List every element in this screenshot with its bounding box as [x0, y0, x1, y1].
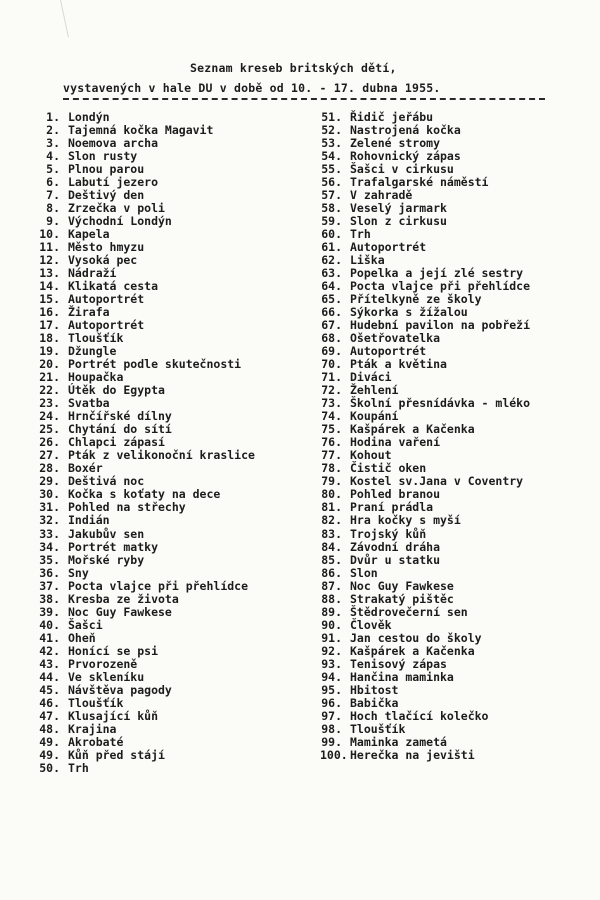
drawing-number: 63. [321, 266, 342, 281]
drawing-title: Hodina vaření [350, 435, 441, 450]
drawing-title: Babička [350, 695, 399, 710]
drawing-number: 57. [321, 188, 342, 203]
drawing-number: 90. [321, 617, 342, 632]
drawing-number: 96. [321, 695, 342, 710]
drawing-title: Džungle [68, 344, 117, 359]
drawing-title: Praní prádla [350, 500, 434, 515]
drawing-title: Autoportrét [68, 318, 145, 333]
drawing-title: Deštivý den [68, 188, 145, 203]
drawing-list-item [38, 749, 255, 762]
drawing-number: 73. [321, 396, 342, 411]
drawing-title: Kůň před stájí [68, 747, 165, 762]
drawing-list-item [320, 514, 530, 527]
drawing-title: V zahradě [350, 188, 413, 203]
drawing-title: Kostel sv.Jana v Coventry [350, 474, 524, 489]
drawing-list-item [320, 749, 530, 762]
drawing-title: Chlapci zápasí [68, 435, 165, 450]
drawing-number: 27. [39, 448, 60, 463]
drawing-title: Portrét podle skutečnosti [68, 357, 242, 372]
drawing-title: Město hmyzu [68, 240, 145, 255]
drawing-title: Hudební pavilon na pobřeží [350, 318, 531, 333]
drawing-title: Východní Londýn [68, 214, 172, 229]
drawing-title: Jan cestou do školy [350, 630, 482, 645]
drawing-list-item [38, 762, 255, 775]
drawing-number: 88. [321, 591, 342, 606]
drawing-title: Rohovnický zápas [350, 149, 461, 164]
drawing-number: 47. [39, 708, 60, 723]
drawing-title: Slon [350, 565, 378, 580]
drawing-number: 34. [39, 539, 60, 554]
drawing-number: 82. [321, 513, 342, 528]
drawing-list-left [38, 111, 255, 775]
drawing-title: Trh [350, 227, 371, 242]
drawing-list-item [38, 528, 255, 541]
drawing-title: Školní přesnídávka - mléko [350, 396, 531, 411]
drawing-title: Akrobaté [68, 734, 124, 749]
drawing-title: Návštěva pagody [68, 682, 172, 697]
drawing-number: 72. [321, 383, 342, 398]
drawing-number: 8. [46, 201, 60, 216]
drawing-title: Autoportrét [350, 240, 427, 255]
drawing-number: 43. [39, 656, 60, 671]
drawing-number: 6. [46, 175, 60, 190]
drawing-number: 14. [39, 279, 60, 294]
drawing-number: 29. [39, 474, 60, 489]
drawing-title: Popelka a její zlé sestry [350, 266, 524, 281]
drawing-title: Čistič oken [350, 461, 427, 476]
drawing-list-item [38, 645, 255, 658]
drawing-title: Houpačka [68, 370, 124, 385]
drawing-number: 26. [39, 435, 60, 450]
drawing-title: Tloušťík [350, 721, 406, 736]
drawing-number: 18. [39, 331, 60, 346]
drawing-title: Slon rusty [68, 149, 138, 164]
drawing-number: 93. [321, 656, 342, 671]
drawing-list-item [320, 619, 530, 632]
drawing-number: 49. [39, 734, 60, 749]
drawing-number: 89. [321, 604, 342, 619]
drawing-number: 5. [46, 162, 60, 177]
drawing-title: Šašci v cirkusu [350, 162, 454, 177]
drawing-number: 31. [39, 500, 60, 515]
drawing-number: 92. [321, 643, 342, 658]
drawing-number: 86. [321, 565, 342, 580]
drawing-number: 91. [321, 630, 342, 645]
drawing-number: 79. [321, 474, 342, 489]
drawing-number: 33. [39, 526, 60, 541]
drawing-title: Útěk do Egypta [68, 383, 165, 398]
drawing-number: 64. [321, 279, 342, 294]
drawing-number: 36. [39, 565, 60, 580]
drawing-title: Autoportrét [68, 292, 145, 307]
drawing-number: 16. [39, 305, 60, 320]
drawing-title: Pták z velikonoční kraslice [68, 448, 255, 463]
drawing-list-item [38, 671, 255, 684]
drawing-title: Diváci [350, 370, 392, 385]
drawing-number: 10. [39, 227, 60, 242]
drawing-title: Koupání [350, 409, 399, 424]
drawing-title: Trh [68, 760, 89, 775]
drawing-title: Pohled branou [350, 487, 441, 502]
drawing-title: Londýn [68, 110, 110, 124]
drawing-title: Hančina maminka [350, 669, 454, 684]
drawing-number: 17. [39, 318, 60, 333]
drawing-list-item [38, 632, 255, 645]
drawing-title: Slon z cirkusu [350, 214, 447, 229]
drawing-title: Vysoká pec [68, 253, 138, 268]
drawing-title: Veselý jarmark [350, 201, 447, 216]
drawing-title: Kočka s koťaty na dece [68, 487, 221, 502]
drawing-title: Noc Guy Fawkese [68, 604, 172, 619]
drawing-title: Zrzečka v poli [68, 201, 165, 216]
drawing-number: 21. [39, 370, 60, 385]
drawing-title: Boxér [68, 461, 103, 476]
drawing-number: 100. [320, 747, 348, 762]
drawing-number: 49. [39, 747, 60, 762]
drawing-list-item [320, 567, 530, 580]
drawing-number: 24. [39, 409, 60, 424]
drawing-number: 1. [46, 110, 60, 124]
drawing-number: 40. [39, 617, 60, 632]
drawing-title: Žehlení [350, 383, 399, 398]
drawing-title: Portrét matky [68, 539, 159, 554]
drawing-title: Jakubův sen [68, 526, 145, 541]
drawing-list-item [38, 697, 255, 710]
drawing-number: 65. [321, 292, 342, 307]
drawing-list-item [320, 580, 530, 593]
drawing-title: Oheň [68, 630, 96, 645]
drawing-title: Tloušťík [68, 695, 124, 710]
drawing-title: Tloušťík [68, 331, 124, 346]
drawing-title: Štědrovečerní sen [350, 604, 468, 619]
drawing-list-item [320, 671, 530, 684]
drawing-title: Přítelkyně ze školy [350, 292, 482, 307]
drawing-title: Klusající kůň [68, 708, 159, 723]
drawing-list-item [38, 606, 255, 619]
drawing-list-item [320, 632, 530, 645]
drawing-title: Plnou parou [68, 162, 145, 177]
drawing-list-item [38, 684, 255, 697]
drawing-number: 74. [321, 409, 342, 424]
drawing-number: 97. [321, 708, 342, 723]
drawing-number: 48. [39, 721, 60, 736]
drawing-title: Nastrojená kočka [350, 123, 461, 138]
drawing-title: Zelené stromy [350, 136, 441, 151]
drawing-title: Liška [350, 253, 385, 268]
drawing-number: 69. [321, 344, 342, 359]
drawing-list-item [320, 554, 530, 567]
drawing-title: Sýkorka s žížalou [350, 305, 468, 320]
drawing-title: Ve skleníku [68, 669, 145, 684]
drawing-number: 81. [321, 500, 342, 515]
drawing-title: Hra kočky s myší [350, 513, 461, 528]
drawing-number: 19. [39, 344, 60, 359]
drawing-title: Hoch tlačící kolečko [350, 708, 489, 723]
drawing-number: 4. [46, 149, 60, 164]
drawing-number: 61. [321, 240, 342, 255]
drawing-number: 51. [321, 110, 342, 124]
drawing-title: Mořské ryby [68, 552, 145, 567]
drawing-list-item [320, 658, 530, 671]
drawing-number: 98. [321, 721, 342, 736]
drawing-number: 2. [46, 123, 60, 138]
drawing-title: Prvorozeně [68, 656, 138, 671]
drawing-title: Strakatý pištěc [350, 591, 454, 606]
paper-crease [60, 0, 69, 37]
drawing-list-item [38, 723, 255, 736]
drawing-number: 30. [39, 487, 60, 502]
drawing-title: Nádraží [68, 266, 117, 281]
drawing-title: Sny [68, 565, 89, 580]
drawing-title: Noc Guy Fawkese [350, 578, 454, 593]
drawing-number: 22. [39, 383, 60, 398]
drawing-number: 38. [39, 591, 60, 606]
drawing-list-item [38, 736, 255, 749]
drawing-list-item [38, 593, 255, 606]
drawing-number: 68. [321, 331, 342, 346]
drawing-title: Kohout [350, 448, 392, 463]
drawing-list-item [38, 567, 255, 580]
drawing-title: Žirafa [68, 305, 110, 320]
drawing-list-item [38, 554, 255, 567]
drawing-list-item [320, 541, 530, 554]
drawing-number: 55. [321, 162, 342, 177]
drawing-title: Deštivá noc [68, 474, 145, 489]
drawing-list-item [320, 593, 530, 606]
drawing-title: Kresba ze života [68, 591, 179, 606]
drawing-title: Pocta vlajce při přehlídce [68, 578, 249, 593]
drawing-list-item [320, 697, 530, 710]
drawing-number: 12. [39, 253, 60, 268]
drawing-title: Kapela [68, 227, 110, 242]
drawing-title: Svatba [68, 396, 110, 411]
drawing-list-item [320, 736, 530, 749]
drawing-list-item [320, 710, 530, 723]
drawing-number: 54. [321, 149, 342, 164]
drawing-number: 94. [321, 669, 342, 684]
drawing-number: 45. [39, 682, 60, 697]
drawing-number: 25. [39, 422, 60, 437]
drawing-title: Krajina [68, 721, 117, 736]
drawing-title: Šašci [68, 617, 103, 632]
dashed-divider [63, 98, 545, 100]
drawing-number: 13. [39, 266, 60, 281]
drawing-number: 70. [321, 357, 342, 372]
drawing-number: 80. [321, 487, 342, 502]
drawing-title: Herečka na jevišti [350, 747, 475, 762]
drawing-number: 58. [321, 201, 342, 216]
drawing-title: Honící se psi [68, 643, 159, 658]
drawing-list-item [38, 658, 255, 671]
drawing-number: 99. [321, 734, 342, 749]
drawing-title: Kašpárek a Kačenka [350, 643, 475, 658]
drawing-number: 42. [39, 643, 60, 658]
drawing-number: 44. [39, 669, 60, 684]
document-title: Seznam kreseb britských dětí, [190, 61, 397, 75]
drawing-list-item [320, 684, 530, 697]
drawing-number: 15. [39, 292, 60, 307]
drawing-list-item [38, 580, 255, 593]
drawing-number: 23. [39, 396, 60, 411]
drawing-number: 9. [46, 214, 60, 229]
drawing-title: Ošetřovatelka [350, 331, 441, 346]
drawing-list-item [320, 723, 530, 736]
drawing-number: 32. [39, 513, 60, 528]
drawing-number: 20. [39, 357, 60, 372]
drawing-number: 37. [39, 578, 60, 593]
drawing-list-item [320, 645, 530, 658]
drawing-title: Člověk [350, 617, 392, 632]
drawing-number: 7. [46, 188, 60, 203]
drawing-title: Tenisový zápas [350, 656, 447, 671]
drawing-title: Pocta vlajce při přehlídce [350, 279, 531, 294]
drawing-number: 35. [39, 552, 60, 567]
drawing-title: Trafalgarské náměstí [350, 175, 489, 190]
drawing-title: Pohled na střechy [68, 500, 186, 515]
drawing-title: Indián [68, 513, 110, 528]
drawing-title: Noemova archa [68, 136, 159, 151]
drawing-number: 11. [39, 240, 60, 255]
drawing-title: Hbitost [350, 682, 399, 697]
drawing-number: 52. [321, 123, 342, 138]
drawing-number: 87. [321, 578, 342, 593]
drawing-number: 76. [321, 435, 342, 450]
drawing-number: 71. [321, 370, 342, 385]
drawing-number: 66. [321, 305, 342, 320]
drawing-number: 46. [39, 695, 60, 710]
drawing-list-item [38, 541, 255, 554]
drawing-number: 95. [321, 682, 342, 697]
drawing-number: 84. [321, 539, 342, 554]
drawing-list-item [320, 606, 530, 619]
drawing-number: 77. [321, 448, 342, 463]
drawing-title: Klikatá cesta [68, 279, 159, 294]
drawing-number: 85. [321, 552, 342, 567]
drawing-number: 41. [39, 630, 60, 645]
drawing-list-right [320, 111, 530, 762]
drawing-title: Dvůr u statku [350, 552, 441, 567]
drawing-title: Řidič jeřábu [350, 110, 434, 124]
drawing-title: Tajemná kočka Magavit [68, 123, 214, 138]
drawing-list-item [320, 528, 530, 541]
drawing-list-item [38, 514, 255, 527]
drawing-list-item [38, 710, 255, 723]
document-subtitle: vystavených v hale DU v době od 10. - 17. dubna 1955. [63, 81, 441, 95]
drawing-number: 62. [321, 253, 342, 268]
drawing-title: Hrnčířské dílny [68, 409, 172, 424]
drawing-title: Maminka zametá [350, 734, 447, 749]
drawing-number: 60. [321, 227, 342, 242]
drawing-number: 83. [321, 526, 342, 541]
drawing-number: 50. [39, 760, 60, 775]
drawing-title: Autoportrét [350, 344, 427, 359]
drawing-number: 53. [321, 136, 342, 151]
drawing-title: Chytání do sítí [68, 422, 172, 437]
drawing-title: Trojský kůň [350, 526, 427, 541]
drawing-number: 3. [46, 136, 60, 151]
drawing-title: Pták a květina [350, 357, 447, 372]
drawing-title: Labutí jezero [68, 175, 159, 190]
drawing-number: 28. [39, 461, 60, 476]
drawing-title: Kašpárek a Kačenka [350, 422, 475, 437]
drawing-number: 56. [321, 175, 342, 190]
drawing-number: 78. [321, 461, 342, 476]
drawing-number: 75. [321, 422, 342, 437]
drawing-title: Závodní dráha [350, 539, 441, 554]
drawing-list-item [38, 619, 255, 632]
drawing-number: 59. [321, 214, 342, 229]
drawing-number: 67. [321, 318, 342, 333]
drawing-number: 39. [39, 604, 60, 619]
